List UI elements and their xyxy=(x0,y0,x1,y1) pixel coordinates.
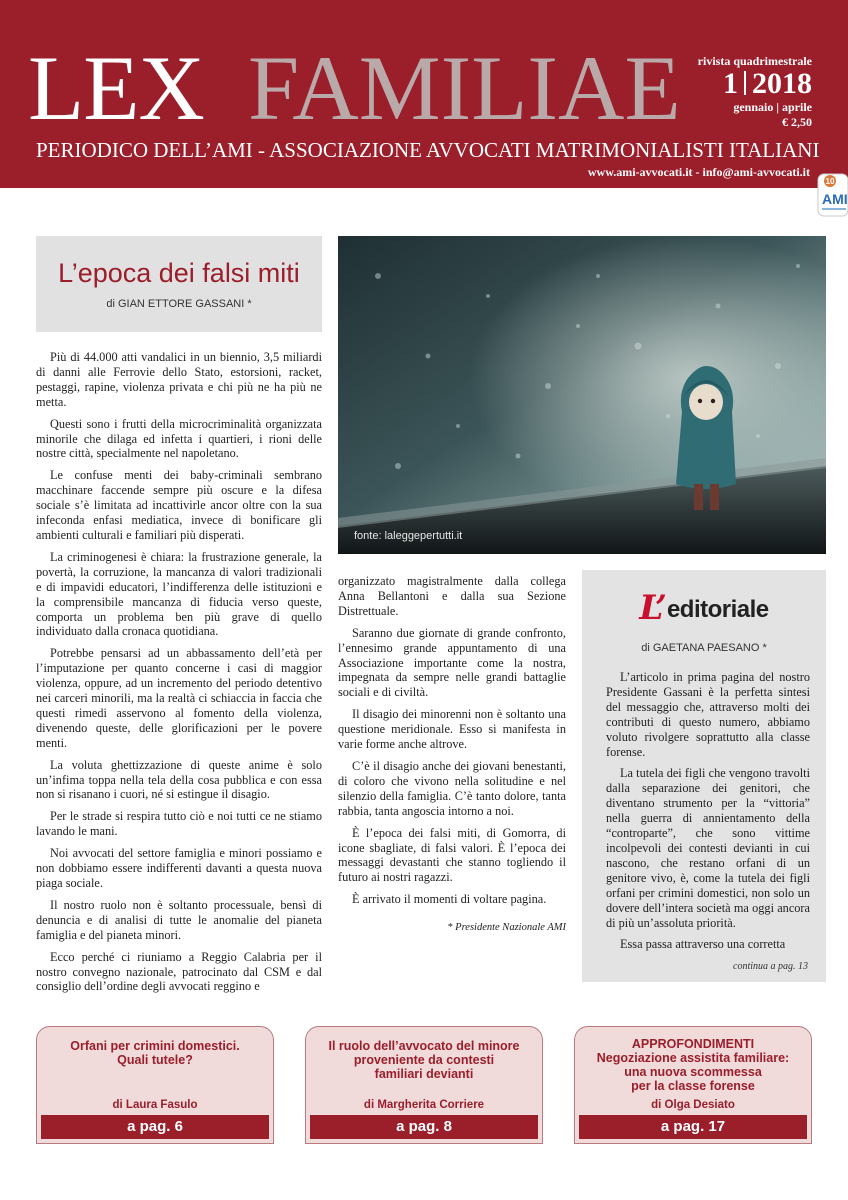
teaser-title xyxy=(583,1037,803,1093)
article-title: L’epoca dei falsi miti xyxy=(58,258,300,288)
article-title-box xyxy=(36,236,322,332)
article-paragraph: Il nostro ruolo non è soltanto processuale, bensì di denuncia e di analisi di tutte le anomalie del pianeta famiglia e del pianeta minori. xyxy=(36,897,322,942)
masthead-website-email[interactable]: www.ami-avvocati.it - info@ami-avvocati.it xyxy=(587,165,810,179)
teaser-page-button[interactable]: a pag. 6 xyxy=(41,1115,269,1139)
issue-number xyxy=(682,68,812,100)
masthead-title-familiae: FAMILIAE xyxy=(248,37,681,139)
photo-doll-in-rain-icon xyxy=(338,236,826,554)
issue-separator xyxy=(744,71,746,95)
article-paragraph: La criminogenesi è chiara: la frustrazione generale, la povertà, la corruzione, la mancanza di valori tradizionali e di impavidi educatori, l’indifferenza delle istituzioni e la comprensibile mancanza di fiducia verso queste, comporta un problema ben più grave di quello individuato dalla cronaca quotidiana. xyxy=(36,549,322,639)
ami-logo-icon xyxy=(816,172,848,218)
article-paragraph: Ecco perché ci riuniamo a Reggio Calabria per il nostro convegno nazionale, patrocinato dal CSM e dal consiglio dell’ordine degli avvocati reggino e xyxy=(36,949,322,994)
editorial-heading-letter: L’ xyxy=(639,588,667,628)
teaser-title-line: familiari devianti xyxy=(374,1067,474,1081)
article-paragraph: La voluta ghettizzazione di queste anime è solo un’infima toppa nella tela della cosa pubblica e con essa non si risanano i cuori, né si estingue il disagio. xyxy=(36,757,322,802)
article-paragraph: Saranno due giornate di grande confronto, l’ennesimo grande appuntamento di una Associazione importante come la nostra, impegnata da sempre nelle grandi battaglie sociali e di civiltà. xyxy=(338,625,566,700)
teaser-author: di Olga Desiato xyxy=(651,1099,735,1111)
issue-kind: rivista quadrimestrale xyxy=(697,54,812,68)
editorial-text xyxy=(606,670,810,952)
article-paragraph: Questi sono i frutti della microcriminalità organizzata minorile che dilaga ed infetta i quartieri, i rioni delle nostre città, specialmente nel napoletano. xyxy=(36,416,322,461)
editorial-paragraph: Essa passa attraverso una corretta xyxy=(620,937,786,952)
article-paragraph: Per le strade si respira tutto ciò e noi tutti ce ne stiamo lavando le mani. xyxy=(36,809,322,839)
teaser-author: di Laura Fasulo xyxy=(112,1099,198,1111)
article-photo xyxy=(338,236,826,554)
article-paragraph: È arrivato il momenti di voltare pagina. xyxy=(352,892,547,907)
teaser-title xyxy=(314,1039,534,1081)
issue-year: 2018 xyxy=(752,67,812,100)
article-signature: * Presidente Nazionale AMI xyxy=(447,922,566,934)
teaser-page-button[interactable]: a pag. 8 xyxy=(310,1115,538,1139)
article-paragraph: Il disagio dei minorenni non è soltanto una questione meridionale. Esso si manifesta in varie forme anche altrove. xyxy=(338,707,566,752)
article-paragraph: Noi avvocati del settore famiglia e minori possiamo e non dobbiamo essere indifferenti davanti a questa nuova piaga sociale. xyxy=(36,846,322,890)
editorial-byline: di GAETANA PAESANO * xyxy=(641,642,767,654)
editorial-paragraph: L’articolo in prima pagina del nostro Presidente Gassani è la perfetta sintesi del messaggio che, attraverso molti dei contributi di questo numero, abbiamo voluto rivolgere soprattutto alla classe forense. xyxy=(606,670,810,759)
teaser-title-line: Orfani per crimini domestici. xyxy=(70,1039,240,1053)
teaser-title-line: APPROFONDIMENTI xyxy=(631,1037,755,1051)
editorial-heading xyxy=(582,588,826,628)
issue-info xyxy=(682,54,812,130)
teaser-title-line: una nuova scommessa xyxy=(624,1065,762,1079)
ami-logo-text: AMI xyxy=(822,191,848,207)
article-column-2 xyxy=(338,574,566,936)
issue-months: gennaio | aprile xyxy=(733,100,812,114)
teaser-approfondimenti[interactable] xyxy=(574,1026,812,1144)
teaser-title-line: Negoziazione assistita familiare: xyxy=(596,1051,790,1065)
teaser-title-line: per la classe forense xyxy=(631,1079,755,1093)
article-column-1 xyxy=(36,350,322,994)
teaser-ruolo-avvocato[interactable] xyxy=(305,1026,543,1144)
article-paragraph: C’è il disagio anche dei giovani benestanti, di coloro che vivono nella solitudine e nel silenzio della famiglia. C’è tanto dolore, tanta rabbia, tanta angoscia intorno a noi. xyxy=(338,758,566,818)
issue-number-value: 1 xyxy=(723,67,738,100)
article-paragraph: Più di 44.000 atti vandalici in un biennio, 3,5 miliardi di danni alle Ferrovie dello Stato, estorsioni, racket, pestaggi, rapine, violenza privata e chi più ne ha più ne metta. xyxy=(36,350,322,409)
teaser-author: di Margherita Corriere xyxy=(363,1099,485,1111)
teaser-title-line: Quali tutele? xyxy=(117,1053,193,1067)
editorial-continue-link[interactable]: continua a pag. 13 xyxy=(733,961,808,972)
editorial-heading-word: editoriale xyxy=(666,596,769,623)
article-paragraph: Le confuse menti dei baby-criminali sembrano macchinare faccende sempre più oscure e la difesa sociale s’è limitata ad incattivirle ancor oltre con la sua infeconda enfasi mediatica, invece di bonificare gli ambienti culturali e familiari più disperati. xyxy=(36,468,322,542)
article-byline: di GIAN ETTORE GASSANI * xyxy=(106,298,252,310)
teaser-page-button[interactable]: a pag. 17 xyxy=(579,1115,807,1139)
editorial-paragraph: La tutela dei figli che vengono travolti dalla separazione dei genitori, che diventano strumento per la “vittoria” nella guerra di annientamento della “controparte”, che sono vittime incolpevoli dei contesti devianti in cui nascono, che restano orfani di un genitore vivo, è, come la tutela dei figli orfani per crimini domestici, non solo un dovere dell’intera società ma oggi ancora di più un’assoluta priorità. xyxy=(606,766,810,930)
teaser-orfani[interactable] xyxy=(36,1026,274,1144)
photo-caption: fonte: laleggepertutti.it xyxy=(354,530,463,542)
masthead-title-lex: LEX xyxy=(28,37,204,139)
masthead-subtitle: PERIODICO DELL’AMI - ASSOCIAZIONE AVVOCATI MATRIMONIALISTI ITALIANI xyxy=(36,138,820,162)
teaser-title xyxy=(45,1039,265,1067)
editorial-box xyxy=(582,570,826,982)
ami-logo-number: 10 xyxy=(825,177,835,186)
issue-price: € 2,50 xyxy=(782,115,812,129)
teaser-title-line: proveniente da contesti xyxy=(353,1053,495,1067)
masthead xyxy=(0,0,848,188)
teaser-title-line: Il ruolo dell’avvocato del minore xyxy=(328,1039,520,1053)
article-paragraph: Potrebbe pensarsi ad un abbassamento dell’età per l’imputazione per quanto concerne i casi di maggior violenza, oppure, ad un incremento del periodo detentivo nei carceri minorili, ma la realtà ci schiaccia in faccia che questi rimedi asservono al fomento della violenza, divenendo queste, delle glorificazioni per le povere menti. xyxy=(36,646,322,750)
article-paragraph: È l’epoca dei falsi miti, di Gomorra, di icone sbagliate, di falsi valori. È l’epoca dei messaggi devastanti che stanno togliendo il futuro ai nostri ragazzi. xyxy=(338,825,566,885)
article-paragraph-continued: organizzato magistralmente dalla collega Anna Bellantoni e dalla sua Sezione Distrettuale. xyxy=(338,574,566,618)
